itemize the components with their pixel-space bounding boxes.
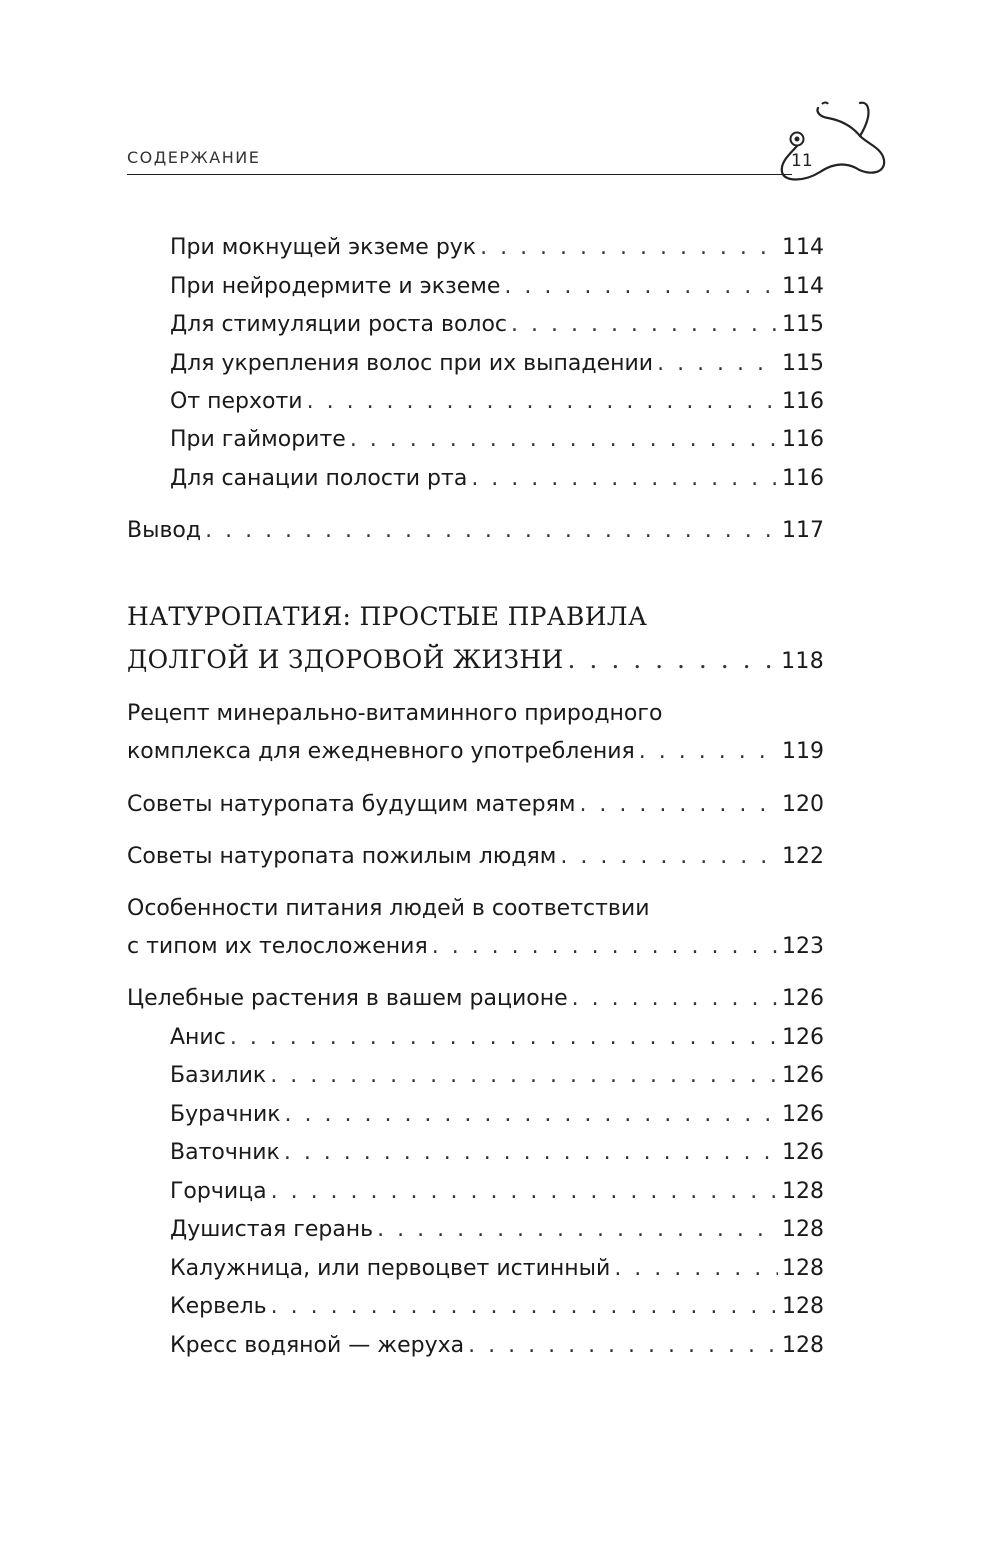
- toc-entry-page: 116: [782, 427, 824, 452]
- toc-entry-title: Вывод: [127, 518, 202, 543]
- toc-entry[interactable]: [170, 235, 824, 260]
- toc-entry-page: 128: [782, 1179, 824, 1204]
- section-title: Советы натуропата будущим матерям: [127, 792, 576, 817]
- dot-leader: [285, 1102, 778, 1127]
- toc-entry-title: При мокнущей экземе рук: [170, 235, 477, 260]
- toc-entry-page: 126: [782, 1025, 824, 1050]
- toc-entry[interactable]: [170, 1217, 824, 1242]
- toc-entry[interactable]: [170, 1333, 824, 1358]
- toc-entry[interactable]: [170, 351, 824, 376]
- dot-leader: [230, 1025, 778, 1050]
- dot-leader: [471, 466, 778, 491]
- toc-entry-title: Кервель: [170, 1294, 267, 1319]
- toc-entry-page: 126: [782, 1102, 824, 1127]
- dot-leader: [560, 844, 778, 869]
- toc-entry-page: 120: [782, 792, 824, 817]
- toc-entry-page: 117: [782, 518, 824, 543]
- toc-entry-page: 116: [782, 389, 824, 414]
- toc-entry-page: 114: [782, 235, 824, 260]
- toc-entry-page: 128: [782, 1294, 824, 1319]
- dot-leader: [614, 1256, 778, 1281]
- page-number: 11: [791, 151, 813, 171]
- toc-section[interactable]: [127, 739, 824, 764]
- dot-leader: [657, 351, 778, 376]
- toc-entry[interactable]: [170, 1025, 824, 1050]
- dot-leader: [511, 312, 778, 337]
- toc-entry-title: Калужница, или первоцвет истинный: [170, 1256, 611, 1281]
- dot-leader: [350, 427, 778, 452]
- toc-entry-page: 128: [782, 1333, 824, 1358]
- toc-section[interactable]: [127, 792, 824, 817]
- chapter-page: 118: [781, 649, 824, 674]
- dot-leader: [271, 1294, 778, 1319]
- toc-entry[interactable]: [170, 1256, 824, 1281]
- dot-leader: [307, 389, 778, 414]
- section-title-line2: с типом их телосложения: [127, 934, 428, 959]
- toc-entry-title: При гайморите: [170, 427, 346, 452]
- dot-leader: [468, 1333, 778, 1358]
- toc-entry[interactable]: [170, 1102, 824, 1127]
- section-title: Советы натуропата пожилым людям: [127, 844, 557, 869]
- dot-leader: [480, 235, 778, 260]
- toc-entry[interactable]: [170, 466, 824, 491]
- toc-entry-page: 115: [782, 351, 824, 376]
- toc-entry[interactable]: [170, 274, 824, 299]
- toc-entry-page: 128: [782, 1217, 824, 1242]
- chapter-title-line1: НАТУРОПАТИЯ: ПРОСТЫЕ ПРАВИЛА: [127, 602, 648, 631]
- toc-entry[interactable]: [170, 1063, 824, 1088]
- dot-leader: [271, 1179, 778, 1204]
- section-title: Целебные растения в вашем рационе: [127, 986, 568, 1011]
- toc-entry-title: Бурачник: [170, 1102, 281, 1127]
- toc-entry[interactable]: [170, 1294, 824, 1319]
- toc-entry-page: 126: [782, 1063, 824, 1088]
- toc-entry[interactable]: [170, 427, 824, 452]
- toc-entry-title: Ваточник: [170, 1140, 280, 1165]
- toc-entry-title: Кресс водяной — жеруха: [170, 1333, 465, 1358]
- section-title-line2: комплекса для ежедневного употребления: [127, 739, 635, 764]
- dot-leader: [579, 792, 778, 817]
- toc-entry-title: Для укрепления волос при их выпадении: [170, 351, 654, 376]
- toc-entry-title: Для санации полости рта: [170, 466, 468, 491]
- toc-section[interactable]: [127, 844, 824, 869]
- dot-leader: [432, 934, 778, 959]
- toc-entry-page: 126: [782, 1140, 824, 1165]
- dot-leader: [270, 1063, 778, 1088]
- dot-leader: [377, 1217, 778, 1242]
- toc-entry-title: Горчица: [170, 1179, 267, 1204]
- toc-entry-conclusion[interactable]: [127, 518, 824, 543]
- toc-entry-page: 114: [782, 274, 824, 299]
- toc-entry-page: 119: [782, 739, 824, 764]
- stethoscope-icon: [770, 96, 890, 186]
- dot-leader: [504, 274, 778, 299]
- toc-entry[interactable]: [170, 1179, 824, 1204]
- running-title: СОДЕРЖАНИЕ: [127, 148, 261, 167]
- toc-entry-page: 128: [782, 1256, 824, 1281]
- chapter-heading[interactable]: [127, 645, 824, 674]
- section-title-line1: Рецепт минерально-витаминного природного: [127, 701, 663, 726]
- dot-leader: [284, 1140, 778, 1165]
- toc-entry-page: 122: [782, 844, 824, 869]
- toc-entry-title: При нейродермите и экземе: [170, 274, 501, 299]
- dot-leader: [639, 739, 778, 764]
- header-rule: [127, 174, 792, 175]
- toc-entry-page: 126: [782, 986, 824, 1011]
- toc-entry-title: Базилик: [170, 1063, 267, 1088]
- toc-entry[interactable]: [170, 312, 824, 337]
- toc-entry-title: Душистая герань: [170, 1217, 374, 1242]
- toc-entry-title: Для стимуляции роста волос: [170, 312, 508, 337]
- chapter-title-line2: ДОЛГОЙ И ЗДОРОВОЙ ЖИЗНИ: [127, 645, 564, 674]
- toc-section[interactable]: [127, 986, 824, 1011]
- toc-entry-page: 123: [782, 934, 824, 959]
- toc-entry[interactable]: [170, 389, 824, 414]
- dot-leader: [205, 518, 778, 543]
- toc-entry-title: От перхоти: [170, 389, 303, 414]
- dot-leader: [572, 986, 778, 1011]
- toc-entry[interactable]: [170, 1140, 824, 1165]
- toc-entry-page: 115: [782, 312, 824, 337]
- toc-entry-page: 116: [782, 466, 824, 491]
- toc-section[interactable]: [127, 934, 824, 959]
- dot-leader: [568, 645, 778, 674]
- section-title-line1: Особенности питания людей в соответствии: [127, 896, 650, 921]
- toc-entry-title: Анис: [170, 1025, 226, 1050]
